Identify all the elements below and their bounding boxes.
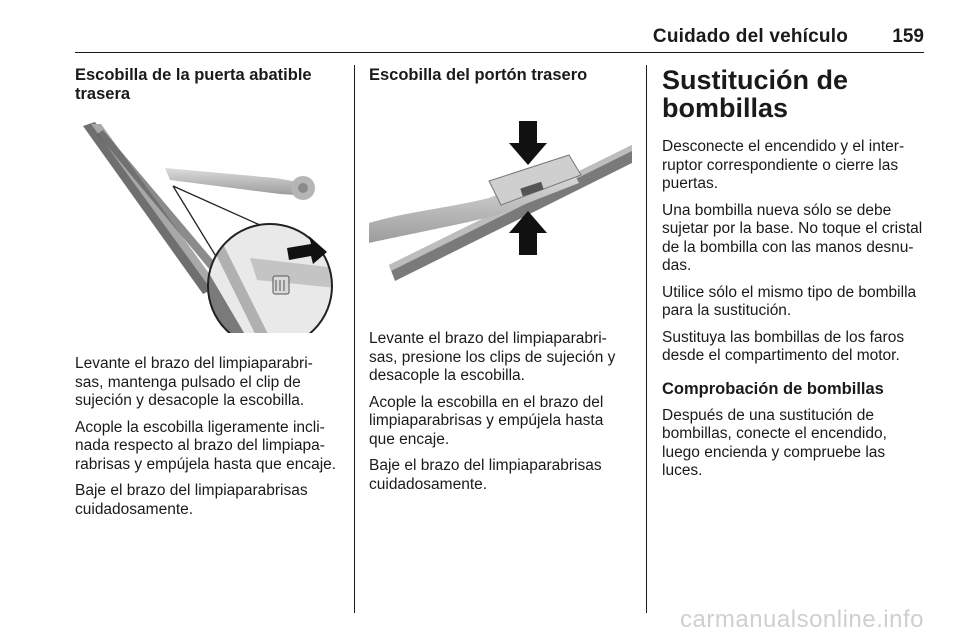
column-bulb-replacement [662,66,928,489]
page-number: 159 [892,26,924,47]
paragraph-1: Levante el brazo del limpiaparabri-sas, presione los clips de sujeción y desacople la escobilla. [369,330,616,384]
paragraph-3: Baje el brazo del limpiaparabrisas cuidadosamente. [369,457,602,493]
header-rule [75,52,924,53]
running-header-title: Cuidado del vehículo [652,26,848,47]
subheading-bulb-check: Comprobación de bombillas [662,379,884,398]
section-heading-rear-hatch-wiper: Escobilla de la puerta abatible trasera [75,66,312,103]
paragraph-3: Utilice sólo el mismo tipo de bombilla para la sustitución. [662,283,917,319]
paragraph-bulb-check: Después de una sustitución de bombillas, conecte el encendido, luego encienda y compruebe las luces. [662,406,887,479]
column-divider-right [646,65,647,613]
paragraph-1: Levante el brazo del limpiaparabri-sas, mantenga pulsado el clip de sujeción y desacople la escobilla. [75,355,313,409]
paragraph-4: Sustituya las bombillas de los faros desde el compartimento del motor. [662,328,905,364]
paragraph-2: Una bombilla nueva sólo se debe sujetar por la base. No toque el cristal de la bombilla con las manos desnu-das. [662,201,923,274]
paragraph-2: Acople la escobilla en el brazo del limpiaparabrisas y empújela hasta que encaje. [369,393,604,448]
tailgate-wiper-illustration [369,93,632,308]
section-heading-bulb-replacement: Sustitución de bombillas [662,65,849,123]
paragraph-3: Baje el brazo del limpiaparabrisas cuidadosamente. [75,482,308,518]
paragraph-2: Acople la escobilla ligeramente incli-nada respecto al brazo del limpiapa-rabrisas y empújela hasta que encaje. [75,418,337,473]
column-rear-hatch-wiper [75,66,340,527]
watermark: carmanualsonline.info [680,606,924,633]
rear-hatch-wiper-illustration [75,118,338,333]
column-tailgate-wiper [369,66,633,502]
paragraph-1: Desconecte el encendido y el inter-ruptor correspondiente o cierre las puertas. [662,138,905,192]
section-heading-tailgate-wiper: Escobilla del portón trasero [369,66,588,84]
column-divider-left [354,65,355,613]
